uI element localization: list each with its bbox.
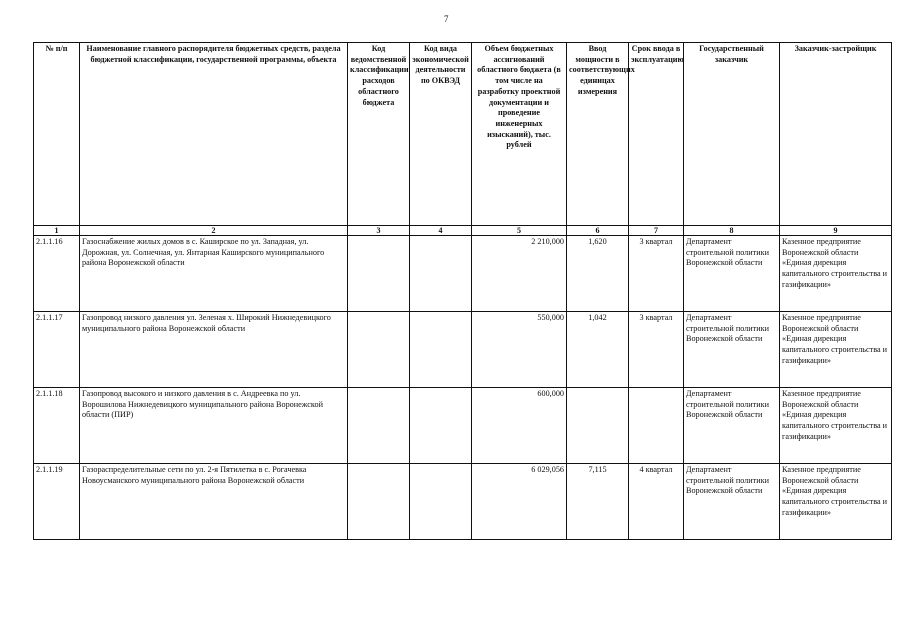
customer-cell: Департамент строительной политики Воронежской области — [684, 312, 780, 388]
code-dept-cell — [348, 236, 410, 312]
header-term: Срок ввода в эксплуатацию — [629, 43, 684, 226]
volume-cell: 2 210,000 — [472, 236, 567, 312]
developer-cell: Казенное предприятие Воронежской области «Единая дирекция капитального строительства и газификации» — [780, 464, 892, 540]
volume-cell: 6 029,056 — [472, 464, 567, 540]
term-cell: 4 квартал — [629, 464, 684, 540]
term-cell — [629, 388, 684, 464]
table-row — [34, 464, 892, 540]
column-number: 2 — [80, 226, 348, 236]
code-dept-cell — [348, 388, 410, 464]
header-customer: Государственный заказчик — [684, 43, 780, 226]
capacity-cell: 7,115 — [567, 464, 629, 540]
header-code-dept: Код ведомственной классификации расходов областного бюджета — [348, 43, 410, 226]
row-number: 2.1.1.18 — [34, 388, 80, 464]
header-row — [34, 43, 892, 226]
code-okved-cell — [410, 312, 472, 388]
object-name: Газораспределительные сети по ул. 2-я Пятилетка в с. Рогачевка Новоусманского муниципального района Воронежской области — [80, 464, 348, 540]
table-row — [34, 388, 892, 464]
term-cell: 3 квартал — [629, 236, 684, 312]
object-name: Газопровод высокого и низкого давления в с. Андреевка по ул. Ворошилова Нижнедевицкого муниципального района Воронежской области (ПИР) — [80, 388, 348, 464]
header-developer: Заказчик-застройщик — [780, 43, 892, 226]
row-number: 2.1.1.16 — [34, 236, 80, 312]
object-name: Газопровод низкого давления ул. Зеленая х. Широкий Нижнедевицкого муниципального района Воронежской области — [80, 312, 348, 388]
column-number: 7 — [629, 226, 684, 236]
table-row — [34, 312, 892, 388]
object-name: Газоснабжение жилых домов в с. Каширское по ул. Западная, ул. Дорожная, ул. Солнечная, ул. Янтарная Каширского муниципального района Воронежской области — [80, 236, 348, 312]
code-dept-cell — [348, 464, 410, 540]
column-number: 1 — [34, 226, 80, 236]
row-number: 2.1.1.19 — [34, 464, 80, 540]
volume-cell: 550,000 — [472, 312, 567, 388]
code-dept-cell — [348, 312, 410, 388]
column-number: 9 — [780, 226, 892, 236]
column-number: 4 — [410, 226, 472, 236]
column-number: 3 — [348, 226, 410, 236]
column-number-row — [34, 226, 892, 236]
term-cell: 3 квартал — [629, 312, 684, 388]
table-row — [34, 236, 892, 312]
column-number: 5 — [472, 226, 567, 236]
code-okved-cell — [410, 388, 472, 464]
code-okved-cell — [410, 464, 472, 540]
capacity-cell: 1,620 — [567, 236, 629, 312]
developer-cell: Казенное предприятие Воронежской области «Единая дирекция капитального строительства и газификации» — [780, 312, 892, 388]
volume-cell: 600,000 — [472, 388, 567, 464]
header-capacity: Ввод мощности в соответствующих единицах измерения — [567, 43, 629, 226]
budget-table — [33, 42, 892, 540]
code-okved-cell — [410, 236, 472, 312]
column-number: 6 — [567, 226, 629, 236]
header-volume: Объем бюджетных ассигнований областного бюджета (в том числе на разработку проектной документации и проведение инженерных изысканий), тыс. рублей — [472, 43, 567, 226]
customer-cell: Департамент строительной политики Воронежской области — [684, 464, 780, 540]
column-number: 8 — [684, 226, 780, 236]
customer-cell: Департамент строительной политики Воронежской области — [684, 388, 780, 464]
header-name: Наименование главного распорядителя бюджетных средств, раздела бюджетной классификации, государственной программы, объекта — [80, 43, 348, 226]
developer-cell: Казенное предприятие Воронежской области «Единая дирекция капитального строительства и газификации» — [780, 236, 892, 312]
header-code-okved: Код вида экономической деятельности по ОКВЭД — [410, 43, 472, 226]
row-number: 2.1.1.17 — [34, 312, 80, 388]
capacity-cell — [567, 388, 629, 464]
page-number: 7 — [444, 14, 449, 24]
header-num: № п/п — [34, 43, 80, 226]
capacity-cell: 1,042 — [567, 312, 629, 388]
developer-cell: Казенное предприятие Воронежской области «Единая дирекция капитального строительства и газификации» — [780, 388, 892, 464]
customer-cell: Департамент строительной политики Воронежской области — [684, 236, 780, 312]
